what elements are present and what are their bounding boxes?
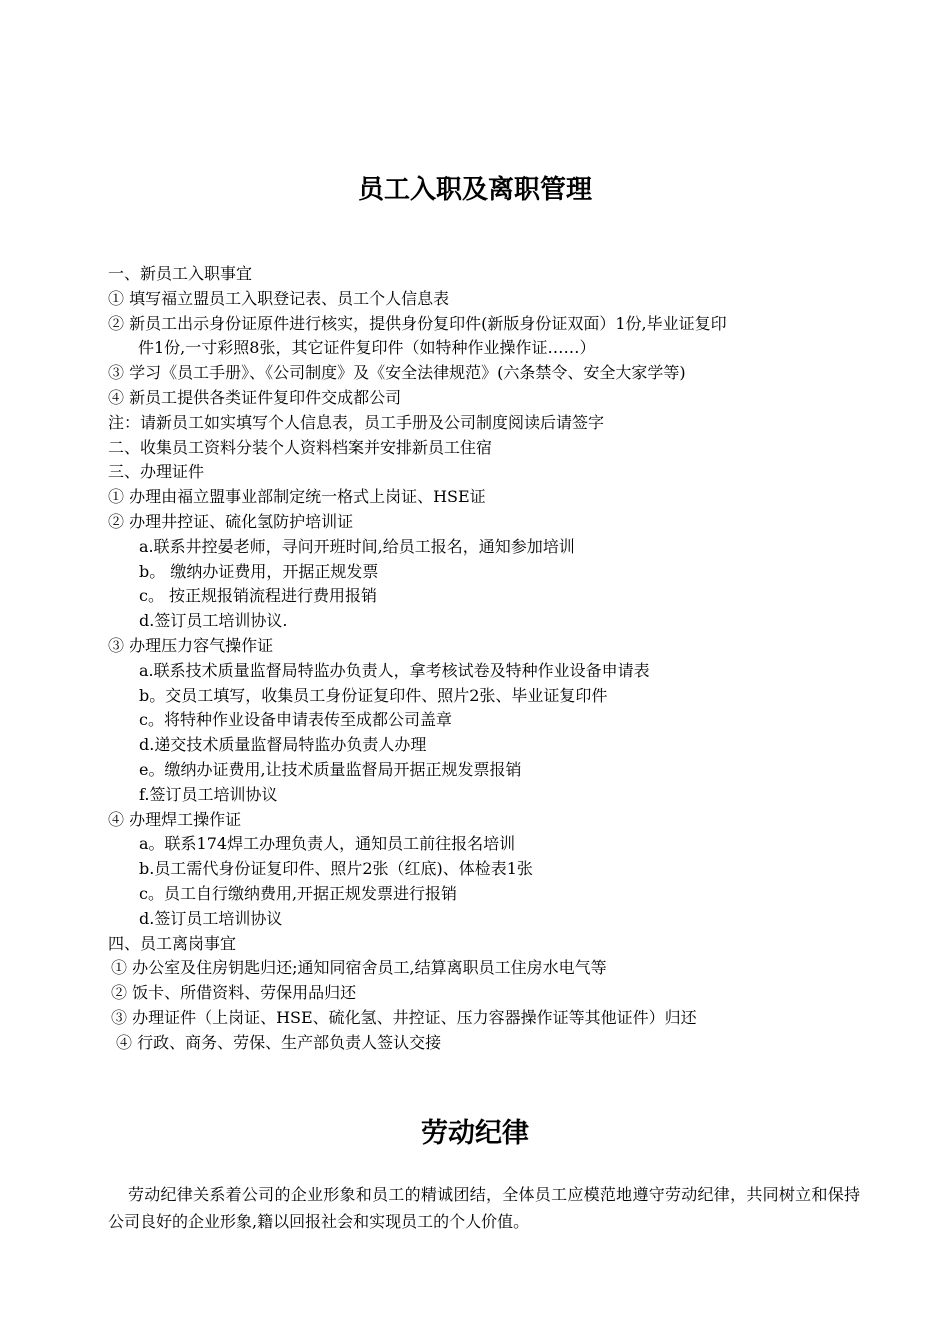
procedure-line: f.签订员工培训协议 (139, 784, 278, 804)
procedure-line: ④ 办理焊工操作证 (108, 809, 242, 829)
procedure-line: 三、办理证件 (108, 462, 205, 482)
labor-discipline-paragraph: 劳动纪律关系着公司的企业形象和员工的精诚团结，全体员工应模范地遵守劳动纪律，共同树立和保持公司良好的企业形象,籍以回报社会和实现员工的个人价值。 (108, 1185, 860, 1231)
procedure-line: d.递交技术质量监督局特监办负责人办理 (139, 735, 427, 755)
procedure-line: 注：请新员工如实填写个人信息表，员工手册及公司制度阅读后请签字 (108, 412, 605, 432)
procedure-line: c。 按正规报销流程进行费用报销 (139, 586, 378, 606)
procedure-line: ① 办理由福立盟事业部制定统一格式上岗证、HSE证 (108, 487, 486, 507)
procedure-line: e。缴纳办证费用,让技术质量监督局开据正规发票报销 (139, 759, 522, 779)
section-title-labor-discipline: 劳动纪律 (421, 1118, 529, 1149)
procedure-line: c。将特种作业设备申请表传至成都公司盖章 (139, 710, 452, 730)
procedure-line: a.联系井控晏老师，寻问开班时间,给员工报名，通知参加培训 (139, 536, 575, 556)
procedure-line: ④ 行政、商务、劳保、生产部负责人签认交接 (116, 1032, 442, 1052)
procedure-line: ③ 学习《员工手册》、《公司制度》及《安全法律规范》(六条禁令、安全大家学等) (108, 363, 686, 383)
procedure-line: d.签订员工培训协议. (139, 611, 288, 631)
onboarding-procedure-list (108, 262, 878, 1056)
procedure-line: ③ 办理压力容气操作证 (108, 635, 274, 655)
procedure-line: c。员工自行缴纳费用,开据正规发票进行报销 (139, 883, 458, 903)
procedure-line: a。联系174焊工办理负责人，通知员工前往报名培训 (139, 834, 516, 854)
procedure-line: ④ 新员工提供各类证件复印件交成都公司 (108, 387, 402, 407)
procedure-line: 一、新员工入职事宜 (108, 264, 253, 283)
procedure-line: a.联系技术质量监督局特监办负责人，拿考核试卷及特种作业设备申请表 (139, 660, 650, 680)
procedure-line: ① 填写福立盟员工入职登记表、员工个人信息表 (108, 288, 450, 308)
procedure-line: b。交员工填写，收集员工身份证复印件、照片2张、毕业证复印件 (139, 685, 608, 705)
procedure-line: 二、收集员工资料分装个人资料档案并安排新员工住宿 (108, 437, 493, 457)
procedure-line: 四、员工离岗事宜 (108, 933, 237, 953)
procedure-line: 件1份,一寸彩照8张，其它证件复印件（如特种作业操作证……） (138, 338, 596, 358)
procedure-line: ① 办公室及住房钥匙归还;通知同宿舍员工,结算离职员工住房水电气等 (111, 958, 607, 978)
procedure-line: ② 饭卡、所借资料、劳保用品归还 (111, 983, 357, 1003)
procedure-line: d.签订员工培训协议 (139, 908, 283, 928)
procedure-line: ② 新员工出示身份证原件进行核实，提供身份复印件(新版身份证双面）1份,毕业证复印 (108, 313, 727, 333)
procedure-line: ② 办理井控证、硫化氢防护培训证 (108, 511, 354, 531)
procedure-line: b。 缴纳办证费用，开据正规发票 (139, 561, 379, 581)
procedure-line: b.员工需代身份证复印件、照片2张（红底)、体检表1张 (139, 859, 533, 879)
section-title-onboarding: 员工入职及离职管理 (357, 175, 592, 205)
procedure-line: ③ 办理证件（上岗证、HSE、硫化氢、井控证、压力容器操作证等其他证件）归还 (111, 1007, 697, 1027)
